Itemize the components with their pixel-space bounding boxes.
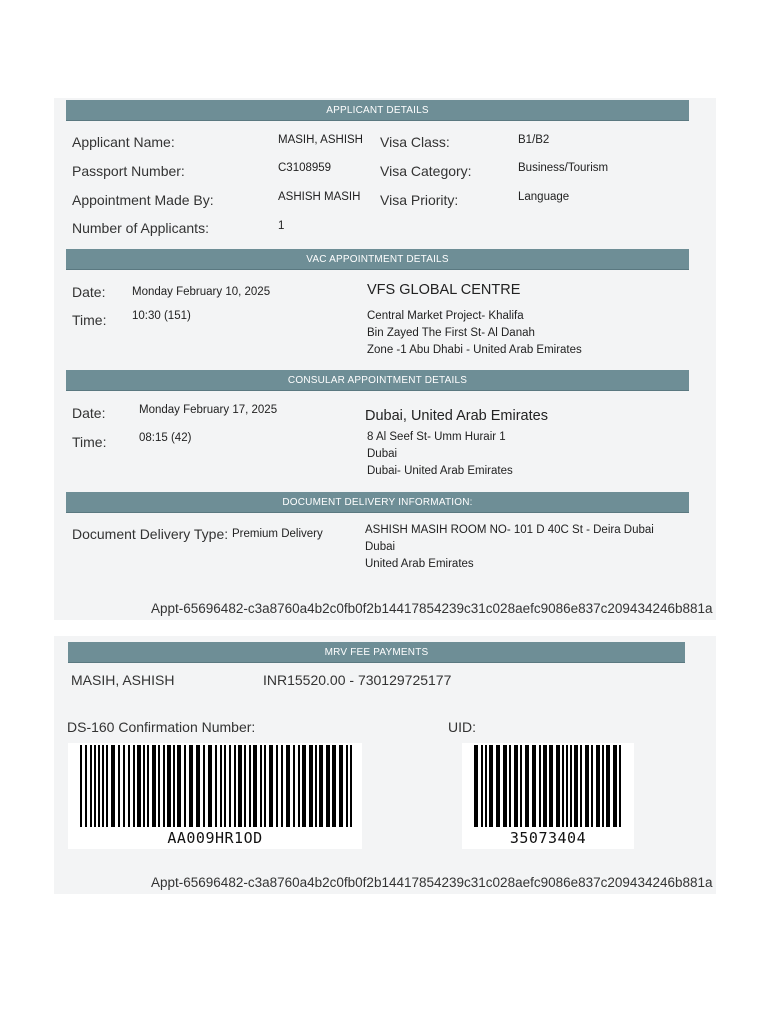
vac-address-line-2: Bin Zayed The First St- Al Danah (367, 327, 535, 339)
barcode-bar (147, 745, 149, 827)
consular-address-line-2: Dubai (367, 448, 398, 460)
vac-address-line-3: Zone -1 Abu Dhabi - United Arab Emirates (367, 344, 582, 356)
barcode-bar (613, 745, 617, 827)
barcode-bar (286, 745, 290, 827)
barcode-bar (332, 745, 336, 827)
barcode-bar (111, 745, 115, 827)
barcode-bar (167, 745, 171, 827)
barcode-bar (85, 745, 87, 827)
barcode-bar (298, 745, 300, 827)
barcode-bar (293, 745, 295, 827)
barcode-bar (570, 745, 572, 827)
vac-time-label: Time: (72, 312, 107, 328)
barcode-bar (244, 745, 246, 827)
vac-location-name: VFS GLOBAL CENTRE (367, 282, 521, 298)
mrv-payment-value: INR15520.00 - 730129725177 (263, 672, 452, 688)
visa-class-label: Visa Class: (380, 134, 450, 150)
barcode-bar (556, 745, 560, 827)
barcode-bar (133, 745, 135, 827)
number-of-applicants-value: 1 (278, 220, 285, 232)
barcode-bar (143, 745, 145, 827)
visa-category-value: Business/Tourism (518, 162, 609, 174)
mrv-fee-header: MRV FEE PAYMENTS (68, 642, 685, 663)
ds160-label: DS-160 Confirmation Number: (67, 719, 256, 735)
barcode-bar (163, 745, 165, 827)
vac-appointment-header: VAC APPOINTMENT DETAILS (66, 249, 689, 270)
barcode-bar (102, 745, 104, 827)
number-of-applicants-label: Number of Applicants: (72, 220, 209, 236)
barcode-bar (543, 745, 547, 827)
consular-date-value: Monday February 17, 2025 (139, 404, 278, 416)
barcode-bar (80, 745, 82, 827)
barcode-bar (509, 745, 511, 827)
barcode-bar (309, 745, 313, 827)
barcode-bar (106, 745, 108, 827)
barcode-bar (215, 745, 217, 827)
visa-category-label: Visa Category: (380, 163, 472, 179)
visa-priority-label: Visa Priority: (380, 192, 459, 208)
appointment-made-by-value: ASHISH MASIH (278, 191, 361, 203)
consular-time-label: Time: (72, 434, 107, 450)
ds160-barcode (68, 743, 362, 849)
mrv-applicant-name: MASIH, ASHISH (71, 672, 175, 688)
barcode-bar (549, 745, 553, 827)
barcode-bar (580, 745, 582, 827)
barcode-bar (208, 745, 212, 827)
barcode-bar (481, 745, 483, 827)
vac-date-label: Date: (72, 284, 106, 300)
barcode-bar (326, 745, 330, 827)
barcode-bar (220, 745, 222, 827)
applicant-name-value: MASIH, ASHISH (278, 134, 363, 146)
delivery-address-line-1: ASHISH MASIH ROOM NO- 101 D 40C St - Deira Dubai (365, 524, 654, 536)
barcode-bar (152, 745, 156, 827)
barcode-bar (496, 745, 500, 827)
barcode-bar (229, 745, 231, 827)
applicant-details-header: APPLICANT DETAILS (66, 100, 689, 121)
barcode-bar (123, 745, 125, 827)
delivery-address-line-3: United Arab Emirates (365, 558, 474, 570)
visa-priority-value: Language (518, 191, 570, 203)
barcode-bar (346, 745, 348, 827)
barcode-bar (596, 745, 600, 827)
uid-barcode (462, 743, 634, 849)
barcode-bar (173, 745, 175, 827)
barcode-bar (619, 745, 621, 827)
barcode-bar (177, 745, 181, 827)
delivery-type-label: Document Delivery Type: (72, 526, 229, 542)
barcode-bar (474, 745, 478, 827)
barcode-bar (503, 745, 507, 827)
ds160-barcode-text: AA009HR1OD (167, 829, 263, 847)
visa-class-value: B1/B2 (518, 134, 550, 146)
barcode-bar (264, 745, 266, 827)
barcode-bar (253, 745, 257, 827)
barcode-bar (339, 745, 343, 827)
barcode-bar (234, 745, 236, 827)
passport-number-value: C3108959 (278, 162, 332, 174)
consular-time-value: 08:15 (42) (139, 432, 192, 444)
appointment-made-by-label: Appointment Made By: (72, 192, 214, 208)
barcode-bar (137, 745, 141, 827)
mrv-fee-panel (54, 636, 716, 894)
barcode-bar (302, 745, 306, 827)
barcode-bar (189, 745, 193, 827)
appointment-id: Appt-65696482-c3a8760a4b2c0fb0f2b14417854239c31c028aefc9086e837c209434246b881a (151, 601, 713, 616)
barcode-bar (574, 745, 578, 827)
barcode-bar (520, 745, 522, 827)
barcode-bar (489, 745, 493, 827)
barcode-bar (196, 745, 200, 827)
barcode-bar (350, 745, 352, 827)
barcode-bar (224, 745, 226, 827)
delivery-address-line-2: Dubai (365, 541, 396, 553)
uid-barcode-text: 35073404 (509, 829, 587, 847)
appointment-panel (54, 98, 716, 620)
applicant-name-label: Applicant Name: (72, 134, 175, 150)
barcode-bar (591, 745, 593, 827)
barcode-bar (281, 745, 283, 827)
barcode-bar (269, 745, 273, 827)
consular-date-label: Date: (72, 405, 106, 421)
vac-address-line-1: Central Market Project- Khalifa (367, 310, 524, 322)
barcode-bar (158, 745, 160, 827)
vac-time-value: 10:30 (151) (132, 310, 191, 322)
consular-appointment-header: CONSULAR APPOINTMENT DETAILS (66, 370, 689, 391)
barcode-bar (203, 745, 205, 827)
uid-barcode-bars (462, 743, 634, 831)
barcode-bar (319, 745, 323, 827)
barcode-bar (118, 745, 120, 827)
consular-address-line-1: 8 Al Seef St- Umm Hurair 1 (367, 431, 506, 443)
appointment-id-footer: Appt-65696482-c3a8760a4b2c0fb0f2b14417854239c31c028aefc9086e837c209434246b881a (151, 875, 713, 890)
barcode-bar (94, 745, 96, 827)
vac-date-value: Monday February 10, 2025 (132, 286, 271, 298)
barcode-bar (276, 745, 278, 827)
uid-label: UID: (448, 719, 476, 735)
barcode-bar (238, 745, 242, 827)
barcode-bar (602, 745, 604, 827)
barcode-bar (562, 745, 564, 827)
delivery-type-value: Premium Delivery (232, 528, 323, 540)
consular-location-name: Dubai, United Arab Emirates (365, 408, 548, 424)
document-delivery-header: DOCUMENT DELIVERY INFORMATION: (66, 492, 689, 513)
barcode-bar (249, 745, 251, 827)
barcode-bar (184, 745, 186, 827)
barcode-bar (98, 745, 100, 827)
barcode-bar (606, 745, 610, 827)
barcode-bar (514, 745, 518, 827)
ds160-barcode-bars (68, 743, 362, 831)
barcode-bar (585, 745, 589, 827)
barcode-bar (90, 745, 92, 827)
consular-address-line-3: Dubai- United Arab Emirates (367, 465, 513, 477)
passport-number-label: Passport Number: (72, 163, 185, 179)
barcode-bar (532, 745, 536, 827)
barcode-bar (566, 745, 568, 827)
barcode-bar (525, 745, 529, 827)
barcode-bar (315, 745, 317, 827)
barcode-bar (485, 745, 487, 827)
barcode-bar (260, 745, 262, 827)
barcode-bar (128, 745, 130, 827)
barcode-bar (539, 745, 541, 827)
